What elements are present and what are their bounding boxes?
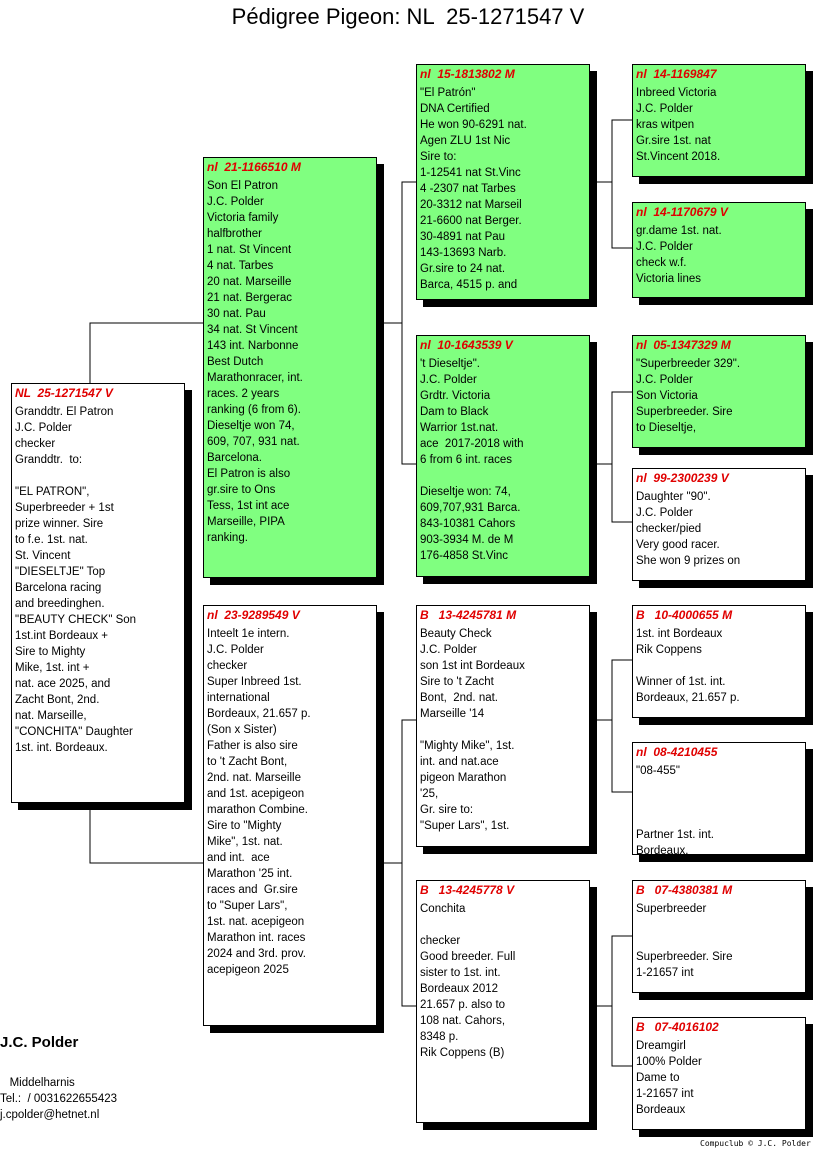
dam-dam-sire-card: [632, 880, 806, 993]
dam-dam-card: [416, 880, 590, 1123]
ssd-description: gr.dame 1st. nat. J.C. Polder check w.f. Victoria lines: [636, 225, 722, 285]
dam-sire-card: [416, 605, 590, 847]
sss-description: Inbreed Victoria J.C. Polder kras witpen Gr.sire 1st. nat St.Vincent 2018.: [636, 87, 721, 163]
sire-dam-ring-number: nl 10-1643539 V: [420, 338, 513, 352]
sire-dam-dam-card: [632, 468, 806, 581]
subject-description: Granddtr. El Patron J.C. Polder checker Granddtr. to: "EL PATRON", Superbreeder + 1st prize winner. Sire to f.e. 1st. nat. St. Vincent "DIESELTJE" Top Barcelona racing and breedinghen. "BEAUTY CHECK" Son 1st.int Bordeaux + Sire to Mighty Mike, 1st. int + nat. ace 2025, and Zacht Bont, 2nd. nat. Marseille, "CONCHITA" Daughter 1st. int. Bordeaux.: [15, 406, 137, 754]
breeder-contact: Middelharnis Tel.: / 0031622655423 j.cpolder@hetnet.nl: [0, 1077, 118, 1121]
dam-sire-sire-card: [632, 605, 806, 718]
ddd-ring-number: B 07-4016102: [636, 1020, 719, 1034]
dsd-description: "08-455" Partner 1st. int. Bordeaux.: [636, 765, 714, 855]
sire-dam-description: 't Dieseltje". J.C. Polder Grdtr. Victoria Dam to Black Warrior 1st.nat. ace 2017-2018 with 6 from 6 int. races Dieseltje won: 74, 609,707,931 Barca. 843-10381 Cahors 903-3934 M. de M 176-4858 St.Vinc: [420, 358, 524, 562]
dds-description: Superbreeder Superbreeder. Sire 1-21657 int: [636, 903, 733, 979]
sss-ring-number: nl 14-1169847: [636, 67, 717, 81]
sire-card: [203, 157, 377, 578]
sire-sire-card: [416, 64, 590, 300]
sdd-ring-number: nl 99-2300239 V: [636, 471, 729, 485]
sds-ring-number: nl 05-1347329 M: [636, 338, 731, 352]
sire-dam-card: [416, 335, 590, 577]
footer-credit: Compuclub © J.C. Polder: [700, 1139, 811, 1148]
dam-description: Inteelt 1e intern. J.C. Polder checker Super Inbreed 1st. international Bordeaux, 21.657 p. (Son x Sister) Father is also sire to 't Zacht Bont, 2nd. nat. Marseille and 1st. acepigeon marathon Combine. Sire to "Mighty Mike", 1st. nat. and int. ace Marathon '25 int. races and Gr.sire to "Super Lars", 1st. nat. acepigeon Marathon int. races 2024 and 3rd. prov. acepigeon 2025: [207, 628, 311, 976]
dds-ring-number: B 07-4380381 M: [636, 883, 733, 897]
dsd-ring-number: nl 08-4210455: [636, 745, 718, 759]
sire-description: Son El Patron J.C. Polder Victoria family halfbrother 1 nat. St Vincent 4 nat. Tarbes 20 nat. Marseille 21 nat. Bergerac 30 nat. Pau 34 nat. St Vincent 143 int. Narbonne Best Dutch Marathonracer, int. races. 2 years ranking (6 from 6). Dieseltje won 74, 609, 707, 931 nat. Barcelona. El Patron is also gr.sire to Ons Tess, 1st int ace Marseille, PIPA ranking.: [207, 180, 303, 544]
dam-ring-number: nl 23-9289549 V: [207, 608, 300, 622]
page-title: Pédigree Pigeon: NL 25-1271547 V: [231, 4, 585, 29]
dam-dam-description: Conchita checker Good breeder. Full sister to 1st. int. Bordeaux 2012 21.657 p. also to 108 nat. Cahors, 8348 p. Rik Coppens (B): [420, 903, 516, 1059]
dam-sire-ring-number: B 13-4245781 M: [420, 608, 517, 622]
ssd-ring-number: nl 14-1170679 V: [636, 205, 728, 219]
dam-dam-ring-number: B 13-4245778 V: [420, 883, 515, 897]
dam-sire-dam-card: [632, 742, 806, 855]
sire-sire-dam-card: [632, 202, 806, 298]
breeder-name: J.C. Polder: [0, 1034, 79, 1051]
ddd-description: Dreamgirl 100% Polder Dame to 1-21657 int Bordeaux: [636, 1040, 702, 1116]
dss-description: 1st. int Bordeaux Rik Coppens Winner of 1st. int. Bordeaux, 21.657 p.: [636, 628, 740, 704]
dam-dam-dam-card: [632, 1017, 806, 1130]
subject-pigeon-card: [11, 383, 185, 803]
dss-ring-number: B 10-4000655 M: [636, 608, 733, 622]
subject-ring-number: NL 25-1271547 V: [15, 386, 113, 400]
sire-dam-sire-card: [632, 335, 806, 448]
sdd-description: Daughter "90". J.C. Polder checker/pied Very good racer. She won 9 prizes on: [636, 491, 741, 567]
sire-ring-number: nl 21-1166510 M: [207, 160, 301, 174]
sire-sire-description: "El Patrón" DNA Certified He won 90-6291 nat. Agen ZLU 1st Nic Sire to: 1-12541 nat St.Vinc 4 -2307 nat Tarbes 20-3312 nat Marseil 21-6600 nat Berger. 30-4891 nat Pau 143-13693 Narb. Gr.sire to 24 nat. Barca, 4515 p. and: [420, 87, 527, 291]
dam-card: [203, 605, 377, 1026]
dam-sire-description: Beauty Check J.C. Polder son 1st int Bordeaux Sire to 't Zacht Bont, 2nd. nat. Marseille '14 "Mighty Mike", 1st. int. and nat.ace pigeon Marathon '25, Gr. sire to: "Super Lars", 1st.: [420, 628, 525, 832]
sds-description: "Superbreeder 329". J.C. Polder Son Victoria Superbreeder. Sire to Dieseltje,: [636, 358, 741, 434]
sire-sire-ring-number: nl 15-1813802 M: [420, 67, 515, 81]
sire-sire-sire-card: [632, 64, 806, 177]
